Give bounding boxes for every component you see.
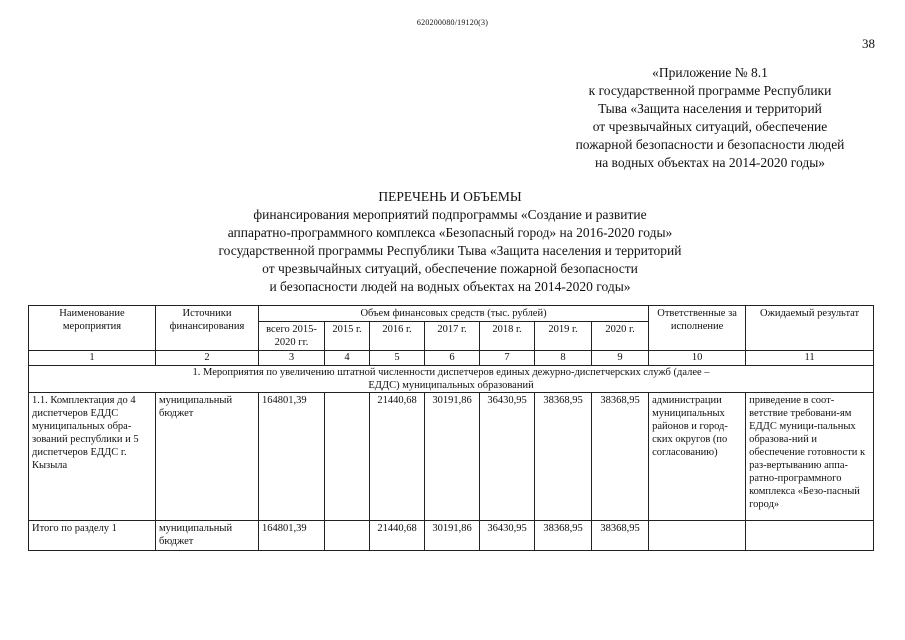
title-line: финансирования мероприятий подпрограммы «Создание и развитие [253,207,647,222]
header-row [29,306,874,322]
header-volume: Объем финансовых средств (тыс. рублей) [259,306,649,322]
appendix-line: от чрезвычайных ситуаций, обеспечение [592,119,828,134]
row-year-2020: 38368,95 [592,521,649,551]
header-year-2020: 2020 г. [592,322,649,351]
index-cell: 1 [29,351,156,366]
header-year-2017: 2017 г. [425,322,480,351]
header-result: Ожидаемый результат [746,306,874,351]
appendix-line: «Приложение № 8.1 [652,65,768,80]
title-main: ПЕРЕЧЕНЬ И ОБЪЕМЫ [378,189,522,204]
row-year-2016: 21440,68 [370,393,425,521]
page-number: 38 [862,36,875,51]
index-cell: 7 [480,351,535,366]
row-year-2018: 36430,95 [480,521,535,551]
row-year-2017: 30191,86 [425,521,480,551]
index-cell: 11 [746,351,874,366]
appendix-note [520,64,900,172]
financing-table [28,305,874,551]
row-year-2016: 21440,68 [370,521,425,551]
header-total: всего 2015-2020 гг. [259,322,325,351]
header-year-2016: 2016 г. [370,322,425,351]
table-row [29,521,874,551]
index-cell: 9 [592,351,649,366]
title-line: государственной программы Республики Тыва «Защита населения и территорий [218,243,682,258]
row-responsible [649,521,746,551]
index-cell: 5 [370,351,425,366]
row-year-2017: 30191,86 [425,393,480,521]
row-name: Итого по разделу 1 [29,521,156,551]
row-name: 1.1. Комплектация до 4 диспетчеров ЕДДС муниципальных обра-зований республики и 5 диспетчеров ЕДДС г. Кызыла [29,393,156,521]
row-year-2019: 38368,95 [535,393,592,521]
row-year-2019: 38368,95 [535,521,592,551]
document-id: 620200080/19120(3) [416,18,489,27]
row-total: 164801,39 [259,393,325,521]
header-name: Наименование мероприятия [29,306,156,351]
row-source: муниципальный бюджет [156,393,259,521]
row-total: 164801,39 [259,521,325,551]
index-row [29,351,874,366]
header-year-2019: 2019 г. [535,322,592,351]
row-result [746,521,874,551]
section-row [29,366,874,393]
index-cell: 3 [259,351,325,366]
index-cell: 10 [649,351,746,366]
title-line: аппаратно-программного комплекса «Безопасный город» на 2016-2020 годы» [227,225,673,240]
title-line: и безопасности людей на водных объектах на 2014-2020 годы» [269,279,631,294]
index-cell: 2 [156,351,259,366]
row-year-2020: 38368,95 [592,393,649,521]
appendix-line: к государственной программе Республики [588,83,832,98]
row-year-2015 [325,393,370,521]
row-year-2018: 36430,95 [480,393,535,521]
appendix-line: пожарной безопасности и безопасности людей [575,137,845,152]
header-responsible: Ответственные за исполнение [649,306,746,351]
index-cell: 6 [425,351,480,366]
section-title: 1. Мероприятия по увеличению штатной численности диспетчеров единых дежурно-диспетчерских служб (далее – ЕДДС) муниципальных образований [29,366,874,393]
header-source: Источники финансирования [156,306,259,351]
header-year-2018: 2018 г. [480,322,535,351]
title-line: от чрезвычайных ситуаций, обеспечение пожарной безопасности [262,261,638,276]
row-result: приведение в соот-ветствие требовани-ям ЕДДС муници-пальных образова-ний и обеспечение готовности к раз-вертыванию аппа-ратно-программного комплекса «Безо-пасный город» [746,393,874,521]
appendix-line: на водных объектах на 2014-2020 годы» [594,155,826,170]
header-year-2015: 2015 г. [325,322,370,351]
index-cell: 8 [535,351,592,366]
row-source: муниципальный бюджет [156,521,259,551]
index-cell: 4 [325,351,370,366]
document-title [120,188,780,296]
row-year-2015 [325,521,370,551]
row-responsible: администрации муниципальных районов и город-ских округов (по согласованию) [649,393,746,521]
table-row [29,393,874,521]
appendix-line: Тыва «Защита населения и территорий [598,101,822,116]
